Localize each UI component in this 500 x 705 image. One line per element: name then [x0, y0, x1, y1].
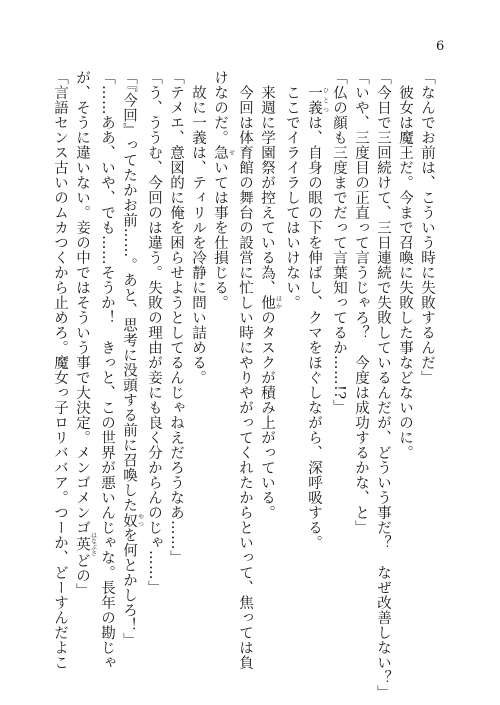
- furigana-ruby: 一義 ひとつ: [306, 85, 329, 115]
- furigana-ruby: 奴 やつ: [121, 512, 144, 528]
- text-line: 一義 ひとつは、自身の眼の下を伸ばし、クマをほぐしながら、深呼吸する。: [306, 85, 329, 550]
- text-line: が、そうに違いない。妾の中ではそういう事で大決定。メンゴメンゴ英 はなぶさどの」: [74, 70, 97, 598]
- novel-text-block: [52, 70, 438, 700]
- text-line: 「なんでお前は、こういう時に失敗するんだ」: [419, 70, 435, 385]
- text-line: 「……ああ、いや、でも……そうか！ きっと、この世界が悪いんじゃな。長年の勘じゃ: [99, 70, 115, 670]
- text-line: 彼女は魔王だ。今まで召喚に失敗した事などないのに。: [397, 70, 413, 460]
- text-line: ここでイライラしてはいけない。: [284, 70, 300, 310]
- text-line: 「『今回』ってたかお前……。あと、思考に没頭する前に召喚した奴 やつを何とかしろ！」: [121, 70, 144, 648]
- text-line: 来週に学園祭が控えている為、他 ほかのタスクが積み上がっている。: [259, 70, 282, 520]
- text-line: 「仏の顔も三度までだって言葉知ってるか……!?」: [331, 70, 347, 415]
- page-number: 6: [436, 39, 445, 54]
- text-line: 「言語センス古いのムカつくから止めろ。魔女っ子ロリババア。つーか、どーすんだよこ: [52, 70, 68, 670]
- text-line: 「いや、三度目の正直って言うじゃろ？ 今度は成功するかな、と」: [353, 70, 369, 535]
- text-line: 「テメエ、意図的に俺を困らせようとしてるんじゃねえだろうなあ……」: [168, 70, 184, 565]
- text-line: 「今日で三回続けて、三日連続で失敗しているんだが、どういう事だ？ なぜ改善しない？」: [375, 70, 391, 700]
- text-line: 今回は体育館の舞台の設営に忙しい時にやりやがってくれたからといって、焦っては負: [237, 70, 253, 670]
- furigana-ruby: 他 ほか: [259, 295, 282, 310]
- text-line: 故に一義は、ティリルを冷静に問い詰める。: [190, 70, 206, 385]
- text-line: 「う、ううむ、今回のは違う。失敗の理由が妾にも良く分からんのじゃ……」: [146, 70, 162, 595]
- furigana-ruby: 急 せ: [212, 145, 235, 160]
- text-line: けなのだ。急 せいては事を仕損じる。: [212, 70, 235, 310]
- furigana-ruby: 英 はなぶさ: [74, 532, 97, 556]
